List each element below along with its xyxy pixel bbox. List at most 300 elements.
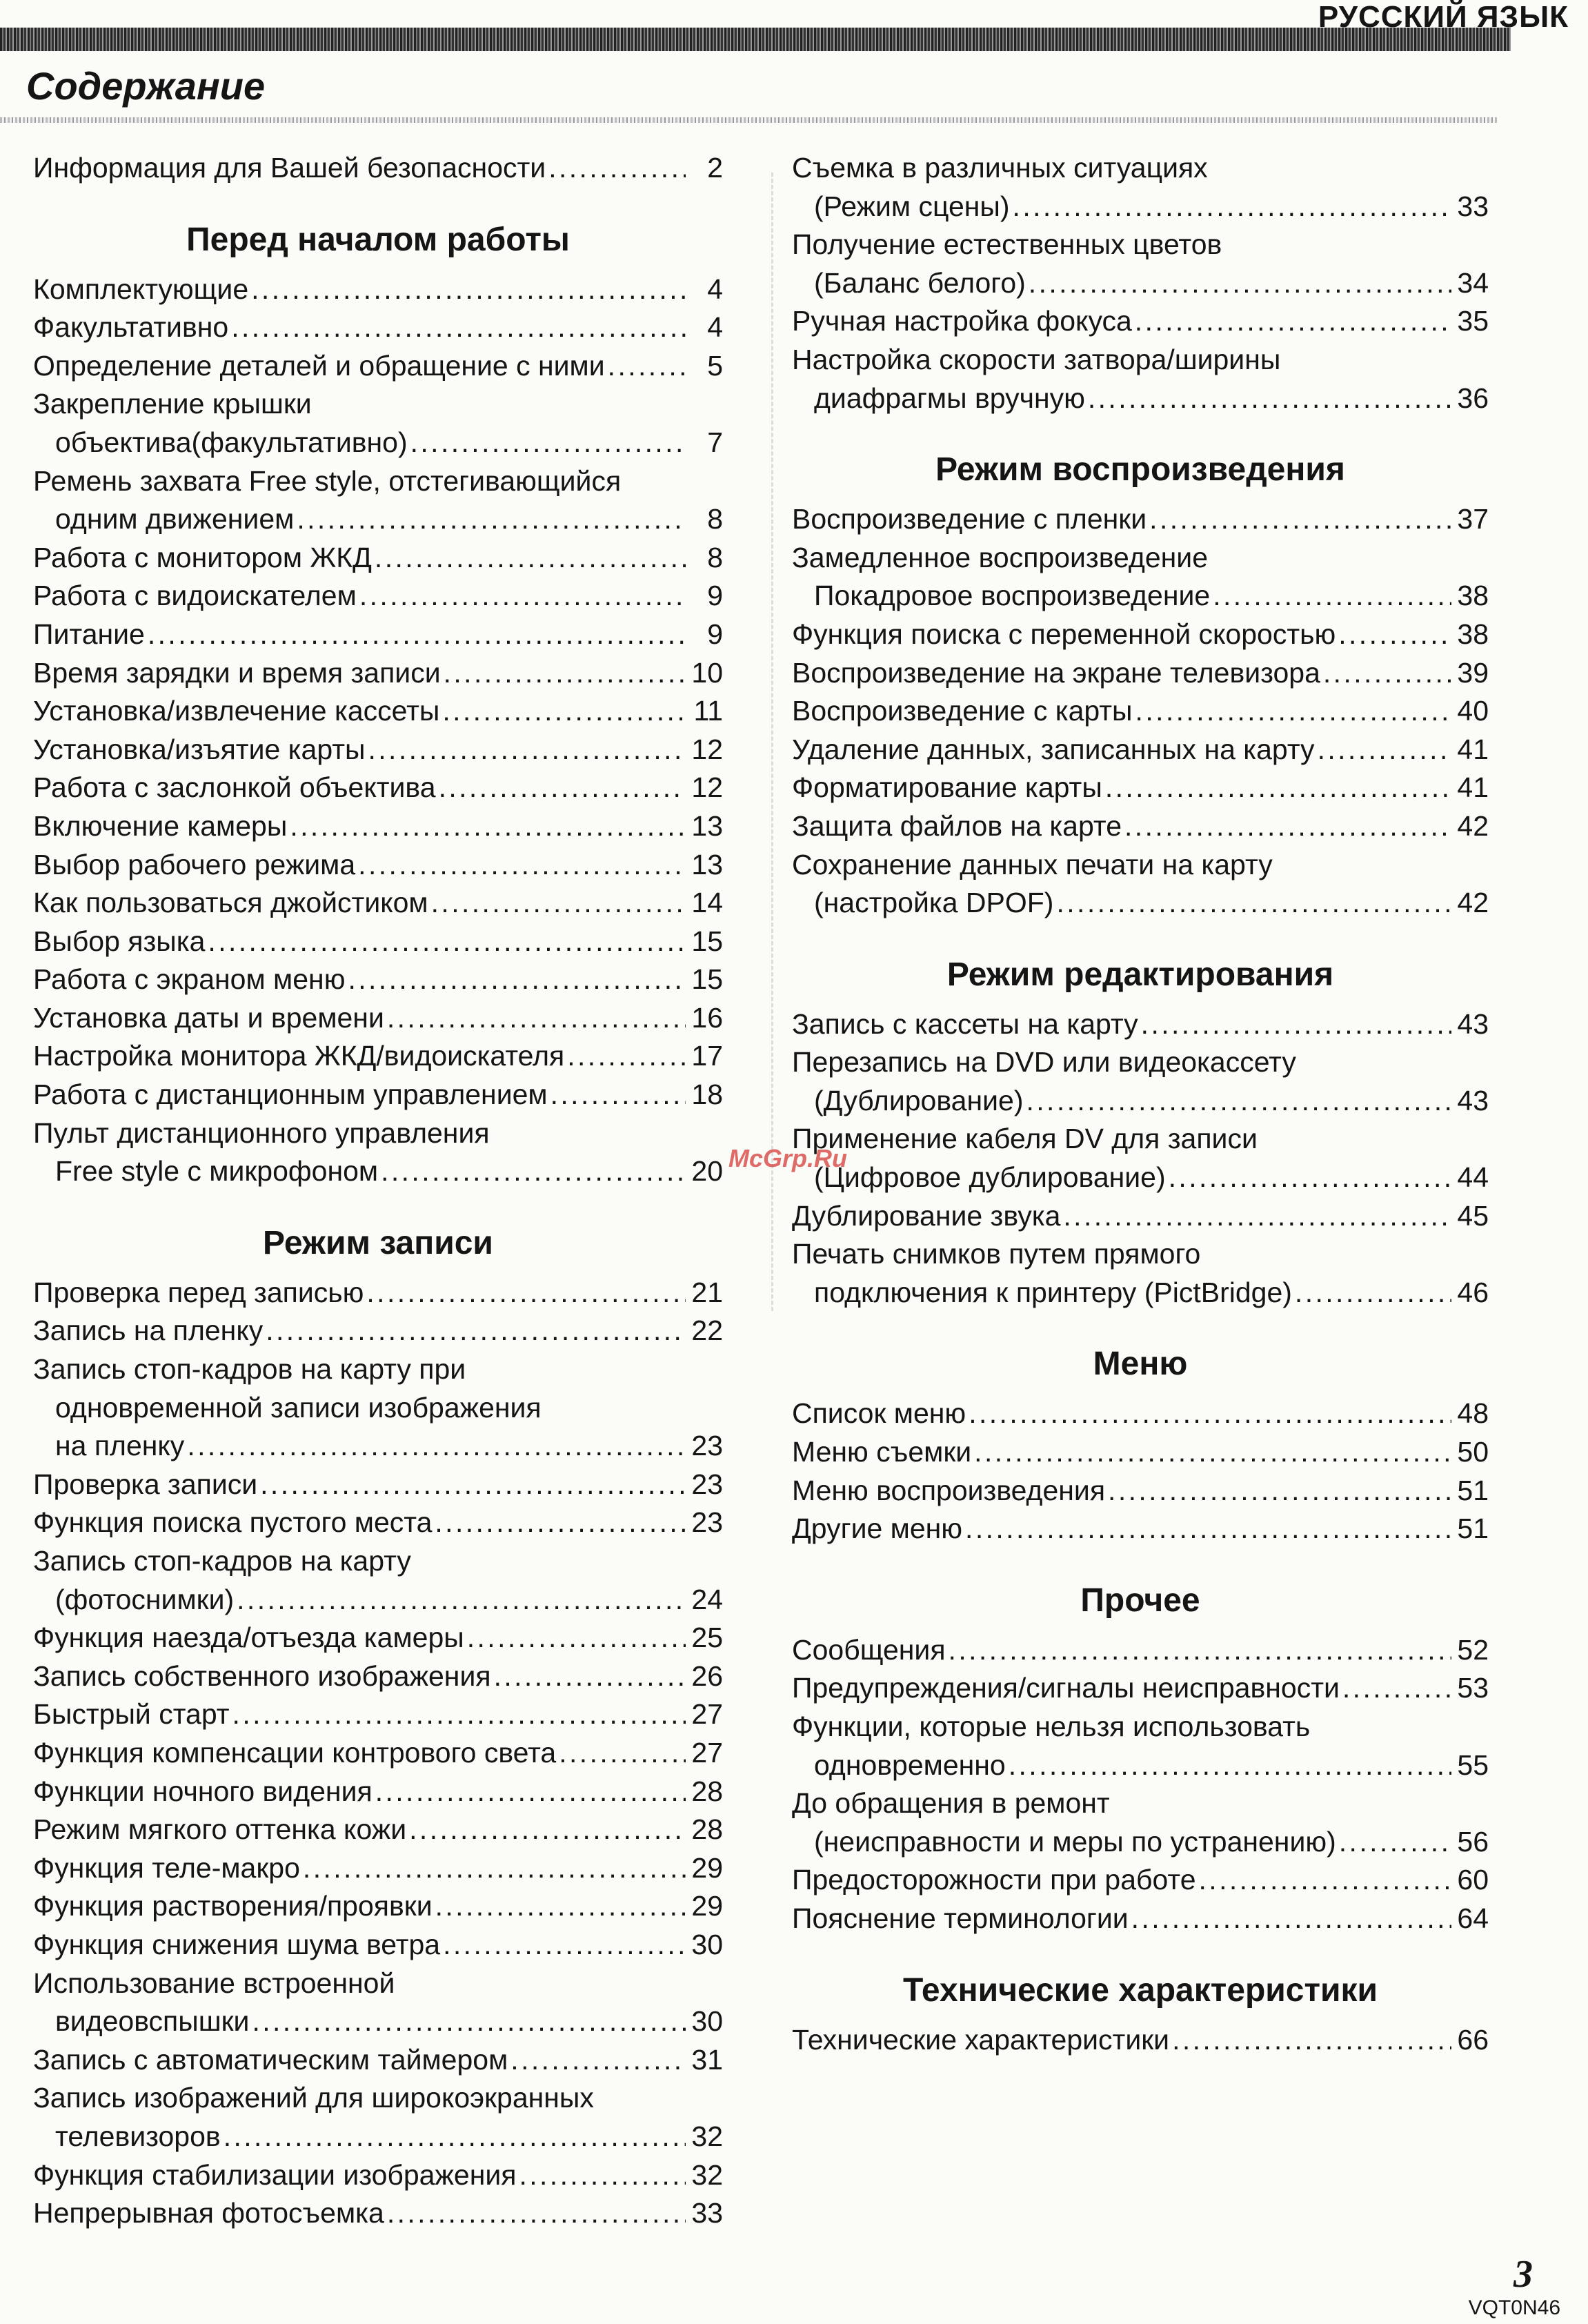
- dot-leader: [1172, 2021, 1451, 2060]
- toc-entry-text: Печать снимков путем прямого: [792, 1238, 1201, 1270]
- toc-section: [792, 448, 1489, 923]
- toc-entry-text: Работа с дистанционным управлением: [33, 1079, 548, 1111]
- toc-page-number: 23: [691, 1506, 723, 1539]
- dot-leader: [409, 1811, 686, 1849]
- toc-entry-text: одним движением: [55, 503, 295, 535]
- dot-leader: [375, 539, 686, 578]
- toc-entry-text: Функции, которые нельзя использовать: [792, 1711, 1311, 1742]
- toc-page-number: 50: [1457, 1436, 1489, 1468]
- toc-entry-text: Как пользоваться джойстиком: [33, 887, 428, 919]
- dot-leader: [237, 1581, 686, 1619]
- dot-leader: [1323, 654, 1451, 693]
- dot-leader: [1149, 500, 1451, 539]
- toc-entry-text: подключения к принтеру (PictBridge): [814, 1276, 1292, 1308]
- dot-leader: [431, 884, 686, 923]
- toc-page-number: 32: [691, 2158, 723, 2191]
- section-title: Прочее: [1080, 1582, 1200, 1619]
- toc-page-number: 20: [691, 1155, 723, 1188]
- toc-entry-text: Защита файлов на карте: [792, 809, 1122, 842]
- toc-page-number: 37: [1457, 503, 1489, 535]
- toc-entry-text: Предосторожности при работе: [792, 1864, 1196, 1896]
- toc-section: [33, 1221, 723, 2233]
- toc-entry[interactable]: [792, 1861, 1489, 1900]
- toc-entry[interactable]: [792, 1197, 1489, 1236]
- toc-entry[interactable]: [33, 462, 723, 539]
- toc-page-number: 4: [707, 273, 723, 305]
- toc-page-number: 23: [691, 1468, 723, 1500]
- section-title: Меню: [1093, 1346, 1188, 1383]
- toc-entry[interactable]: [792, 654, 1489, 693]
- dot-leader: [1338, 616, 1451, 654]
- toc-page-number: 9: [707, 580, 723, 612]
- language-label: РУССКИЙ ЯЗЫК: [1318, 0, 1569, 34]
- dot-leader: [435, 1504, 686, 1542]
- dot-leader: [1088, 380, 1451, 418]
- toc-page-number: 15: [691, 925, 723, 957]
- toc-entry[interactable]: [792, 1708, 1489, 1784]
- toc-entry[interactable]: [33, 1887, 723, 1926]
- toc-entry[interactable]: [33, 692, 723, 731]
- toc-entry[interactable]: [33, 2041, 723, 2080]
- toc-entry[interactable]: [792, 302, 1489, 341]
- dot-leader: [266, 1312, 686, 1350]
- dot-leader: [1063, 1197, 1451, 1236]
- toc-entry-text: Меню воспроизведения: [792, 1474, 1106, 1506]
- toc-section: [33, 149, 723, 188]
- dot-leader: [252, 2002, 686, 2041]
- toc-entry[interactable]: [33, 654, 723, 693]
- toc-entry-text: Запись с автоматическим таймером: [33, 2043, 508, 2076]
- toc-entry-text: Функция компенсации контрового света: [33, 1736, 557, 1769]
- toc-entry[interactable]: [33, 1350, 723, 1466]
- toc-entry-text: Использование встроенной: [33, 1967, 395, 1999]
- dot-leader: [187, 1427, 686, 1466]
- toc-entry-text: Работа с экраном меню: [33, 963, 346, 996]
- toc-entry[interactable]: [792, 1395, 1489, 1433]
- toc-page-number: 34: [1457, 266, 1489, 299]
- toc-section: [792, 1342, 1489, 1548]
- toc-page-number: 55: [1457, 1749, 1489, 1781]
- toc-entry-text: Выбор языка: [33, 925, 206, 957]
- section-title: Режим редактирования: [946, 956, 1334, 993]
- dot-leader: [359, 577, 686, 616]
- toc-entry[interactable]: [33, 2156, 723, 2195]
- section-title: Режим воспроизведения: [935, 451, 1345, 489]
- toc-entry-text: Функция поиска с переменной скоростью: [792, 618, 1336, 650]
- toc-entry[interactable]: [33, 1773, 723, 1811]
- toc-page-number: 15: [691, 963, 723, 996]
- toc-entry-text: Работа с видоискателем: [33, 580, 357, 612]
- dot-leader: [260, 1466, 686, 1504]
- toc-page-number: 11: [693, 695, 723, 727]
- dot-leader: [435, 1887, 686, 1926]
- toc-section: [33, 218, 723, 1191]
- toc-entry-text: Функция снижения шума ветра: [33, 1928, 441, 1960]
- toc-entry-text: Запись с кассеты на карту: [792, 1007, 1138, 1040]
- toc-page-number: 66: [1457, 2023, 1489, 2056]
- toc-page-number: 30: [691, 2005, 723, 2038]
- toc-entry[interactable]: [33, 1504, 723, 1542]
- dot-leader: [494, 1657, 686, 1696]
- toc-entry-text: Воспроизведение с карты: [792, 695, 1133, 727]
- toc-page-number: 23: [691, 1430, 723, 1462]
- toc-entry[interactable]: [792, 1235, 1489, 1312]
- toc-entry-text: Выбор рабочего режима: [33, 848, 356, 880]
- toc-entry[interactable]: [792, 539, 1489, 616]
- toc-entry[interactable]: [792, 692, 1489, 731]
- toc-entry[interactable]: [792, 769, 1489, 807]
- dot-leader: [231, 308, 686, 347]
- toc-entry[interactable]: [33, 1657, 723, 1696]
- toc-page-number: 16: [691, 1001, 723, 1034]
- toc-entry[interactable]: [792, 226, 1489, 302]
- toc-entry-text: диафрагмы вручную: [814, 382, 1085, 414]
- page-title: Содержание: [26, 64, 266, 108]
- toc-page-number: 21: [691, 1276, 723, 1308]
- dot-leader: [1339, 1823, 1451, 1862]
- toc-section: [792, 1969, 1489, 2060]
- dot-leader: [1342, 1669, 1451, 1708]
- toc-entry[interactable]: [33, 1466, 723, 1504]
- toc-page-number: 13: [691, 809, 723, 842]
- toc-entry[interactable]: [33, 347, 723, 386]
- toc-entry-text: Время зарядки и время записи: [33, 656, 441, 689]
- header-stripe: [0, 28, 1511, 51]
- dot-leader: [467, 1619, 686, 1657]
- toc-entry-text: (Баланс белого): [814, 266, 1026, 299]
- toc-entry-text: Работа с монитором ЖКД: [33, 541, 372, 573]
- toc-entry[interactable]: [792, 1043, 1489, 1120]
- toc-page-number: 36: [1457, 382, 1489, 414]
- toc-entry-text: Функции ночного видения: [33, 1775, 373, 1807]
- dot-leader: [148, 616, 686, 654]
- toc-entry-text: Запись на пленку: [33, 1314, 264, 1347]
- toc-page-number: 48: [1457, 1397, 1489, 1430]
- dot-leader: [303, 1849, 686, 1888]
- toc-entry[interactable]: [33, 999, 723, 1038]
- section-title: Технические характеристики: [902, 1971, 1378, 2009]
- dot-leader: [368, 731, 686, 769]
- toc-page-number: 26: [691, 1660, 723, 1692]
- toc-entry-text: Запись стоп-кадров на карту: [33, 1545, 411, 1577]
- toc-page-number: 45: [1457, 1199, 1489, 1232]
- toc-entry[interactable]: [33, 1542, 723, 1619]
- dot-leader: [387, 999, 686, 1038]
- toc-page-number: 38: [1457, 618, 1489, 650]
- toc-section: [792, 149, 1489, 417]
- toc-page-number: 60: [1457, 1864, 1489, 1896]
- toc-page-number: 64: [1457, 1902, 1489, 1934]
- toc-entry-text: Сохранение данных печати на карту: [792, 848, 1273, 880]
- toc-entry[interactable]: [33, 385, 723, 462]
- dot-leader: [375, 1773, 686, 1811]
- toc-page-number: 29: [691, 1890, 723, 1922]
- toc-page-number: 43: [1457, 1007, 1489, 1040]
- dot-leader: [510, 2041, 686, 2080]
- dot-leader: [1131, 1900, 1451, 1938]
- dot-leader: [443, 1926, 686, 1964]
- toc-page-number: 2: [707, 152, 723, 184]
- toc-page-number: 39: [1457, 656, 1489, 689]
- dot-leader: [439, 769, 686, 807]
- dot-leader: [1124, 807, 1451, 846]
- toc-entry-text: Настройка скорости затвора/ширины: [792, 343, 1281, 375]
- toc-entry[interactable]: [33, 577, 723, 616]
- toc-entry[interactable]: [33, 1964, 723, 2041]
- dot-leader: [208, 923, 686, 961]
- toc-entry-text: Питание: [33, 618, 145, 650]
- toc-page-number: 24: [691, 1583, 723, 1615]
- toc-entry-text: Покадровое воспроизведение: [814, 580, 1211, 612]
- toc-entry-text: Воспроизведение на экране телевизора: [792, 656, 1320, 689]
- toc-page-number: 27: [691, 1736, 723, 1769]
- toc-entry[interactable]: [792, 1433, 1489, 1472]
- dot-leader: [1141, 1005, 1451, 1044]
- toc-entry-text: Предупреждения/сигналы неисправности: [792, 1672, 1340, 1704]
- dot-leader: [1056, 884, 1451, 923]
- dot-leader: [381, 1152, 686, 1191]
- toc-page-number: 13: [691, 848, 723, 880]
- toc-entry[interactable]: [792, 1120, 1489, 1197]
- toc-entry-text: Функция растворения/проявки: [33, 1890, 433, 1922]
- dot-leader: [559, 1734, 686, 1773]
- document-code: VQT0N46: [1468, 2296, 1560, 2319]
- dot-leader: [974, 1433, 1451, 1472]
- toc-page-number: 25: [691, 1622, 723, 1654]
- toc-page-number: 32: [691, 2120, 723, 2152]
- toc-entry[interactable]: [792, 1005, 1489, 1044]
- section-title: Перед началом работы: [186, 221, 570, 258]
- toc-page-number: 44: [1457, 1161, 1489, 1194]
- toc-page-number: 9: [707, 618, 723, 650]
- toc-entry[interactable]: [33, 270, 723, 309]
- toc-entry[interactable]: [792, 616, 1489, 654]
- toc-entry[interactable]: [792, 1900, 1489, 1938]
- toc-entry[interactable]: [33, 884, 723, 923]
- toc-entry[interactable]: [33, 2194, 723, 2233]
- toc-page-number: 17: [691, 1040, 723, 1072]
- dot-leader: [548, 149, 686, 188]
- dot-leader: [965, 1510, 1451, 1548]
- toc-page-number: 46: [1457, 1276, 1489, 1308]
- toc-page-number: 42: [1457, 887, 1489, 919]
- toc-entry[interactable]: [792, 500, 1489, 539]
- toc-page-number: 33: [691, 2197, 723, 2229]
- toc-entry[interactable]: [33, 1849, 723, 1888]
- dot-leader: [366, 1274, 686, 1312]
- toc-page-number: 41: [1457, 771, 1489, 804]
- toc-entry-text: Установка/извлечение кассеты: [33, 695, 440, 727]
- toc-page-number: 56: [1457, 1825, 1489, 1858]
- toc-entry-text: Функция стабилизации изображения: [33, 2158, 517, 2191]
- dot-leader: [224, 2118, 686, 2156]
- toc-page-number: 18: [691, 1079, 723, 1111]
- toc-page-number: 10: [691, 656, 723, 689]
- toc-page-number: 28: [691, 1813, 723, 1846]
- toc-entry-text: Меню съемки: [792, 1436, 972, 1468]
- dot-leader: [969, 1395, 1451, 1433]
- toc-entry-text: Запись изображений для широкоэкранных: [33, 2082, 594, 2114]
- toc-entry-text: (Дублирование): [814, 1084, 1024, 1116]
- dot-leader: [1318, 731, 1451, 769]
- toc-entry-text: Форматирование карты: [792, 771, 1102, 804]
- toc-entry-text: Проверка записи: [33, 1468, 258, 1500]
- toc-page-number: 5: [707, 349, 723, 382]
- toc-entry[interactable]: [33, 1114, 723, 1191]
- title-rule: [0, 117, 1497, 123]
- dot-leader: [444, 654, 686, 693]
- toc-entry[interactable]: [33, 1274, 723, 1312]
- dot-leader: [1026, 1082, 1451, 1121]
- toc-entry-text: Включение камеры: [33, 809, 288, 842]
- toc-entry-text: Функция наезда/отъезда камеры: [33, 1622, 464, 1654]
- dot-leader: [1135, 692, 1451, 731]
- toc-page-number: 8: [707, 541, 723, 573]
- dot-leader: [1199, 1861, 1451, 1900]
- toc-entry-text: (Цифровое дублирование): [814, 1161, 1166, 1194]
- toc-entry[interactable]: [792, 1669, 1489, 1708]
- toc-entry[interactable]: [33, 1734, 723, 1773]
- toc-entry-text: Пояснение терминологии: [792, 1902, 1129, 1934]
- toc-entry[interactable]: [792, 846, 1489, 923]
- toc-entry[interactable]: [33, 846, 723, 885]
- toc-entry[interactable]: [33, 1926, 723, 1964]
- dot-leader: [608, 347, 686, 386]
- toc-page-number: 4: [707, 311, 723, 344]
- toc-page-number: 7: [707, 426, 723, 458]
- toc-entry-text: Дублирование звука: [792, 1199, 1061, 1232]
- dot-leader: [290, 807, 686, 846]
- toc-page-number: 38: [1457, 580, 1489, 612]
- toc-entry[interactable]: [792, 731, 1489, 769]
- dot-leader: [949, 1631, 1451, 1670]
- toc-entry[interactable]: [33, 1037, 723, 1076]
- toc-entry[interactable]: [33, 769, 723, 807]
- dot-leader: [1169, 1159, 1451, 1197]
- toc-entry-text: Запись стоп-кадров на карту при: [33, 1353, 466, 1386]
- toc-entry[interactable]: [33, 1076, 723, 1114]
- toc-page-number: 42: [1457, 809, 1489, 842]
- toc-entry-text: Настройка монитора ЖКД/видоискателя: [33, 1040, 565, 1072]
- toc-entry[interactable]: [33, 539, 723, 578]
- toc-entry-text: Пульт дистанционного управления: [33, 1116, 490, 1149]
- toc-entry[interactable]: [792, 2021, 1489, 2060]
- toc-page-number: 52: [1457, 1633, 1489, 1666]
- toc-entry-text: Работа с заслонкой объектива: [33, 771, 436, 804]
- toc-entry-text: Установка/изъятие карты: [33, 733, 366, 765]
- toc-entry-text: видеовспышки: [55, 2005, 250, 2038]
- toc-entry-text: Ручная настройка фокуса: [792, 305, 1132, 337]
- toc-entry[interactable]: [33, 616, 723, 654]
- toc-entry[interactable]: [33, 1312, 723, 1350]
- dot-leader: [1135, 302, 1451, 341]
- column-divider: [771, 173, 773, 1311]
- dot-leader: [358, 846, 686, 885]
- toc-entry[interactable]: [792, 149, 1489, 226]
- toc-entry-text: Список меню: [792, 1397, 966, 1430]
- toc-page-number: 51: [1457, 1513, 1489, 1545]
- toc-entry-text: Технические характеристики: [792, 2023, 1170, 2056]
- toc-entry[interactable]: [792, 341, 1489, 417]
- toc-entry[interactable]: [33, 2079, 723, 2156]
- toc-entry[interactable]: [33, 961, 723, 999]
- toc-entry[interactable]: [792, 807, 1489, 846]
- toc-section: [792, 1579, 1489, 1938]
- watermark: McGrp.Ru: [728, 1144, 848, 1172]
- toc-entry-text: Функция теле-макро: [33, 1851, 300, 1884]
- toc-entry[interactable]: [792, 1510, 1489, 1548]
- toc-page-number: 35: [1457, 305, 1489, 337]
- toc-entry-text: Замедленное воспроизведение: [792, 541, 1209, 573]
- toc-page-number: 33: [1457, 190, 1489, 222]
- toc-page-number: 28: [691, 1775, 723, 1807]
- toc-entry-text: Определение деталей и обращение с ними: [33, 349, 605, 382]
- toc-entry[interactable]: [33, 149, 723, 188]
- dot-leader: [567, 1037, 686, 1076]
- toc-page-number: 30: [691, 1928, 723, 1960]
- toc-entry[interactable]: [33, 731, 723, 769]
- toc-entry-text: одновременно: [814, 1749, 1006, 1781]
- toc-entry[interactable]: [792, 1784, 1489, 1861]
- toc-page-number: 12: [691, 733, 723, 765]
- toc-entry-text: До обращения в ремонт: [792, 1787, 1110, 1820]
- toc-page-number: 53: [1457, 1672, 1489, 1704]
- toc-entry-text: Проверка перед записью: [33, 1276, 364, 1308]
- toc-entry-text: Быстрый старт: [33, 1698, 230, 1731]
- toc-entry[interactable]: [33, 923, 723, 961]
- dot-leader: [442, 692, 686, 731]
- toc-page-number: 40: [1457, 695, 1489, 727]
- section-title: Режим записи: [263, 1224, 493, 1261]
- page-number: 3: [1513, 2253, 1533, 2296]
- toc-page-number: 14: [691, 887, 723, 919]
- toc-page-number: 12: [691, 771, 723, 804]
- toc-entry-text: Применение кабеля DV для записи: [792, 1123, 1258, 1155]
- toc-entry-text: (Режим сцены): [814, 190, 1010, 222]
- dot-leader: [1013, 188, 1451, 226]
- toc-page-number: 51: [1457, 1474, 1489, 1506]
- toc-entry-text: (настройка DPOF): [814, 887, 1054, 919]
- dot-leader: [251, 270, 686, 309]
- toc-column-left: [33, 149, 723, 2263]
- toc-entry-text: Съемка в различных ситуациях: [792, 152, 1208, 184]
- toc-entry-text: Установка даты и времени: [33, 1001, 384, 1034]
- toc-entry-text: Воспроизведение с пленки: [792, 503, 1147, 535]
- toc-page-number: 43: [1457, 1084, 1489, 1116]
- toc-entry[interactable]: [33, 1695, 723, 1734]
- toc-entry-text: одновременной записи изображения: [55, 1391, 542, 1424]
- toc-entry-text: Информация для Вашей безопасности: [33, 152, 546, 184]
- toc-entry[interactable]: [33, 1811, 723, 1849]
- toc-page-number: 31: [691, 2043, 723, 2076]
- dot-leader: [1108, 1472, 1451, 1510]
- dot-leader: [232, 1695, 686, 1734]
- toc-entry[interactable]: [33, 1619, 723, 1657]
- toc-entry-text: Функция поиска пустого места: [33, 1506, 433, 1539]
- toc-entry[interactable]: [33, 807, 723, 846]
- toc-entry-text: объектива(факультативно): [55, 426, 408, 458]
- toc-entry[interactable]: [33, 308, 723, 347]
- toc-column-right: [792, 149, 1489, 2089]
- toc-entry-text: Режим мягкого оттенка кожи: [33, 1813, 407, 1846]
- toc-entry-text: на пленку: [55, 1430, 185, 1462]
- toc-page-number: 41: [1457, 733, 1489, 765]
- toc-entry-text: Удаление данных, записанных на карту: [792, 733, 1315, 765]
- toc-entry[interactable]: [792, 1472, 1489, 1510]
- toc-entry[interactable]: [792, 1631, 1489, 1670]
- toc-entry-text: Запись собственного изображения: [33, 1660, 491, 1692]
- dot-leader: [519, 2156, 686, 2195]
